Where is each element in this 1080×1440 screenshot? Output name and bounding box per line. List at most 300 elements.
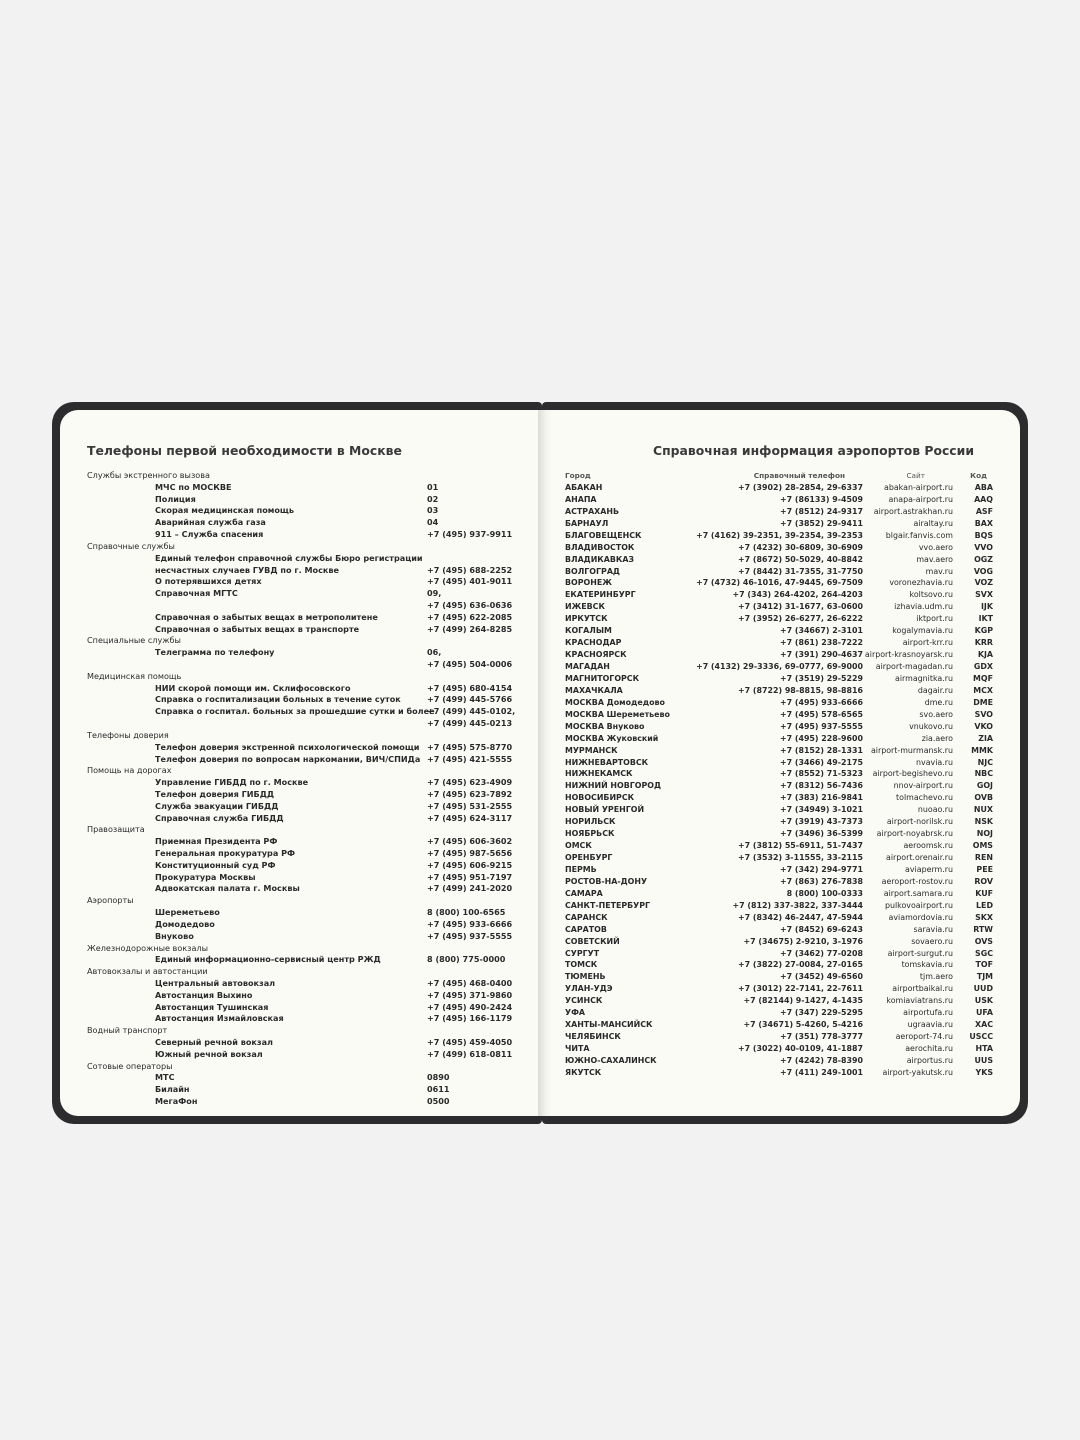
airport-code: ASF <box>975 506 993 516</box>
airport-city: РОСТОВ-НА-ДОНУ <box>565 876 648 886</box>
airport-row <box>565 721 995 733</box>
phone-entry-number: +7 (499) 445-0102, <box>427 706 516 717</box>
airport-phone: +7 (8512) 24-9317 <box>780 506 863 516</box>
phone-entry-number: 0611 <box>427 1084 450 1095</box>
airport-city: САНКТ-ПЕТЕРБУРГ <box>565 900 651 910</box>
phone-entry <box>87 706 527 718</box>
phone-entry-label: Справка о госпитал. больных за прошедшие сутки и более <box>155 706 435 717</box>
airport-site: izhavia.udm.ru <box>894 602 953 612</box>
airport-city: ОМСК <box>565 841 592 851</box>
airport-row <box>565 566 995 578</box>
airport-code: LED <box>976 900 993 910</box>
airport-phone: +7 (3022) 40-0109, 41-1887 <box>738 1044 863 1053</box>
phone-entry <box>87 742 527 754</box>
airport-city: АБАКАН <box>565 482 603 492</box>
phone-entry-number: +7 (495) 421-5555 <box>427 753 513 764</box>
phone-entry <box>87 588 527 600</box>
airport-site: airportus.ru <box>906 1055 953 1065</box>
phone-entry-number: +7 (495) 937-5555 <box>427 930 513 941</box>
phone-entry-number: 0890 <box>427 1072 450 1083</box>
airport-phone: +7 (4232) 30-6809, 30-6909 <box>738 542 863 552</box>
airport-city: КРАСНОЯРСК <box>565 650 627 660</box>
airport-row <box>565 506 995 518</box>
phone-entry <box>87 1096 527 1108</box>
airport-row <box>565 589 995 601</box>
phone-entry-number: +7 (495) 468-0400 <box>427 977 513 988</box>
airport-code: NOJ <box>976 829 993 839</box>
phone-entry <box>87 754 527 766</box>
airport-city: ИРКУТСК <box>565 614 608 624</box>
airport-row <box>565 613 995 625</box>
phone-entry-number: +7 (495) 623-4909 <box>427 777 513 788</box>
airport-site: dagair.ru <box>917 685 953 695</box>
airport-code: OMS <box>972 841 993 851</box>
airport-code: GOJ <box>976 781 993 791</box>
airport-city: НОВОСИБИРСК <box>565 793 635 803</box>
airport-code: ROV <box>974 876 993 886</box>
phone-entry-label: Внуково <box>155 930 194 941</box>
airport-site: airmagnitka.ru <box>895 673 953 683</box>
airport-phone: +7 (8312) 56-7436 <box>780 781 863 791</box>
page-gutter <box>538 410 552 1116</box>
airport-site: koltsovo.ru <box>909 590 953 600</box>
phone-entry <box>87 836 527 848</box>
airport-phone: +7 (3496) 36-5399 <box>780 829 863 839</box>
airport-code: VOZ <box>974 578 993 588</box>
phone-entry <box>87 990 527 1002</box>
airport-site: mav.ru <box>925 566 953 576</box>
airport-city: ТОМСК <box>565 960 598 970</box>
airport-phone: +7 (8442) 31-7355, 31-7750 <box>738 566 863 576</box>
airport-site: svo.aero <box>919 709 953 719</box>
airport-city: МАХАЧКАЛА <box>565 685 623 695</box>
airport-city: НИЖНИЙ НОВГОРОД <box>565 781 662 791</box>
airport-code: SGC <box>975 948 993 958</box>
phone-entry-label: Единый телефон справочной службы Бюро регистрации <box>155 552 423 563</box>
airport-city: САРАТОВ <box>565 924 607 934</box>
airport-row <box>565 828 995 840</box>
left-page <box>60 410 541 1116</box>
phone-entry <box>87 777 527 789</box>
airport-city: МОСКВА Внуково <box>565 721 645 731</box>
airport-site: nnov-airport.ru <box>893 781 953 791</box>
airport-phone: +7 (3852) 29-9411 <box>780 518 863 528</box>
airport-phone: +7 (3822) 27-0084, 27-0165 <box>738 960 863 970</box>
phone-entry-number: +7 (499) 445-5766 <box>427 694 513 705</box>
col-code: Код <box>970 471 987 480</box>
airport-site: airport.orenair.ru <box>885 853 953 862</box>
airport-site: abakan-airport.ru <box>884 482 953 492</box>
airport-row <box>565 780 995 792</box>
phone-entry <box>87 848 527 860</box>
airport-phone: +7 (863) 276-7838 <box>780 876 863 886</box>
airport-city: МОСКВА Домодедово <box>565 697 665 707</box>
phone-entry-number: +7 (499) 445-0213 <box>427 718 513 729</box>
phone-entry-label: несчастных случаев ГУВД по г. Москве <box>155 564 339 575</box>
phone-entry-number: +7 (495) 606-9215 <box>427 859 513 870</box>
section-title: Водный транспорт <box>87 1025 168 1036</box>
airport-phone: +7 (8722) 98-8815, 98-8816 <box>738 685 863 695</box>
airport-phone: +7 (3919) 43-7373 <box>780 817 863 827</box>
phone-entry <box>87 505 527 517</box>
airport-code: ABA <box>974 482 993 492</box>
airport-phone: +7 (4732) 46-1016, 47-9445, 69-7509 <box>696 578 863 588</box>
airport-site: iktport.ru <box>916 614 953 624</box>
airport-phone: +7 (3452) 49-6560 <box>780 972 863 982</box>
phone-entry <box>87 789 527 801</box>
phone-entry <box>87 659 527 671</box>
airport-code: GDX <box>973 662 993 671</box>
phone-entry-number: +7 (495) 490-2424 <box>427 1001 513 1012</box>
phone-entry-label: Адвокатская палата г. Москвы <box>155 883 300 894</box>
airport-code: RTW <box>973 924 993 934</box>
airports-table-header <box>565 470 995 482</box>
section-title: Медицинская помощь <box>87 670 182 681</box>
airport-code: KUF <box>975 888 993 898</box>
airport-site: vnukovo.ru <box>909 721 953 731</box>
airport-code: BQS <box>974 530 993 540</box>
airport-site: vvo.aero <box>918 542 953 552</box>
phone-entry-number: +7 (495) 504-0006 <box>427 659 513 669</box>
airport-row <box>565 948 995 960</box>
airport-code: PEE <box>976 864 993 874</box>
airport-code: XAC <box>975 1020 993 1030</box>
section-title: Помощь на дорогах <box>87 765 172 776</box>
phone-entry-number: +7 (495) 459-4050 <box>427 1037 513 1047</box>
airport-phone: +7 (495) 228-9600 <box>780 733 863 743</box>
phone-entry-number: +7 (499) 264-8285 <box>427 623 513 634</box>
airport-row <box>565 912 995 924</box>
airport-site: airportufa.ru <box>903 1008 953 1018</box>
airport-code: USCC <box>969 1032 993 1042</box>
phone-entry-label: МЧС по МОСКВЕ <box>155 481 232 492</box>
phone-entry <box>87 647 527 659</box>
airport-row <box>565 792 995 804</box>
airport-site: voronezhavia.ru <box>889 578 953 588</box>
airport-code: OVS <box>974 936 993 946</box>
airport-city: НИЖНЕКАМСК <box>565 769 633 779</box>
phone-entry <box>87 683 527 695</box>
airport-phone: +7 (8552) 71-5323 <box>780 769 863 779</box>
airport-phone: +7 (391) 290-4637 <box>780 650 863 660</box>
phone-entry-number: +7 (495) 606-3602 <box>427 836 513 847</box>
airport-code: DME <box>973 697 993 707</box>
phone-entry <box>87 907 527 919</box>
airport-row <box>565 673 995 685</box>
airport-row <box>565 661 995 673</box>
airport-phone: +7 (495) 937-5555 <box>780 721 863 731</box>
airport-code: UFA <box>976 1008 993 1018</box>
airport-city: ТЮМЕНЬ <box>565 972 606 982</box>
phone-entry <box>87 612 527 624</box>
airports-rows <box>565 482 995 1079</box>
phone-entry-label: Справочная о забытых вещах в метрополитене <box>155 611 378 622</box>
airport-row <box>565 625 995 637</box>
airport-phone: +7 (342) 294-9771 <box>780 864 863 874</box>
phone-entry-label: Билайн <box>155 1084 190 1095</box>
phone-entry-number: 06, <box>427 647 442 658</box>
phone-entry-number: +7 (495) 680-4154 <box>427 682 513 693</box>
airport-code: IJK <box>981 602 993 612</box>
phone-entry-number: 02 <box>427 493 439 504</box>
phone-entry-label: МегаФон <box>155 1096 198 1107</box>
airport-row <box>565 649 995 661</box>
airport-city: ПЕРМЬ <box>565 864 597 874</box>
phone-entry <box>87 1002 527 1014</box>
phone-entry-number: 0500 <box>427 1096 450 1107</box>
phone-entry-number: +7 (495) 623-7892 <box>427 788 513 799</box>
airport-row <box>565 900 995 912</box>
airport-row <box>565 816 995 828</box>
phone-entry-number: +7 (495) 636-0636 <box>427 599 513 610</box>
airport-city: УЛАН-УДЭ <box>565 984 613 994</box>
phone-entry-number: +7 (495) 933-6666 <box>427 918 513 929</box>
airport-row <box>565 936 995 948</box>
airport-site: airport.astrakhan.ru <box>873 506 953 516</box>
airport-row <box>565 1007 995 1019</box>
phone-entry <box>87 872 527 884</box>
airport-city: МОСКВА Шереметьево <box>565 709 670 719</box>
airport-city: СОВЕТСКИЙ <box>565 936 620 946</box>
airport-row <box>565 757 995 769</box>
airport-row <box>565 685 995 697</box>
airport-code: REN <box>974 853 993 862</box>
phone-entry-number: 8 (800) 775-0000 <box>427 954 506 965</box>
phone-entry-label: О потерявшихся детях <box>155 576 262 587</box>
phone-entry-label: Аварийная служба газа <box>155 517 266 528</box>
airport-code: AAQ <box>974 494 993 504</box>
section-title: Железнодорожные вокзалы <box>87 942 208 953</box>
airport-phone: +7 (812) 337-3822, 337-3444 <box>732 900 863 910</box>
airport-site: kogalymavia.ru <box>892 626 953 636</box>
phone-entry-label: МТС <box>155 1072 175 1083</box>
airport-code: OGZ <box>974 554 993 564</box>
airport-row <box>565 518 995 530</box>
airport-city: ЧИТА <box>565 1044 590 1053</box>
airport-site: airport-murmansk.ru <box>870 745 953 755</box>
airport-city: ХАНТЫ-МАНСИЙСК <box>565 1020 653 1030</box>
airport-code: KGP <box>974 626 993 636</box>
airport-code: SVX <box>975 590 993 600</box>
airport-code: TJM <box>976 972 993 982</box>
airport-phone: +7 (3462) 77-0208 <box>780 948 863 958</box>
airport-row <box>565 637 995 649</box>
phone-entry-label: Справочная МГТС <box>155 588 238 599</box>
phone-entry-label: Шереметьево <box>155 907 220 918</box>
phone-entry-number: +7 (495) 575-8770 <box>427 741 513 752</box>
airport-site: aeroport-rostov.ru <box>881 876 953 886</box>
phone-entry-label: Управление ГИБДД по г. Москве <box>155 777 309 788</box>
airport-site: sovaero.ru <box>911 936 953 946</box>
airport-row <box>565 959 995 971</box>
phone-entry-label: Северный речной вокзал <box>155 1037 273 1047</box>
phone-entry <box>87 978 527 990</box>
airport-city: МАГНИТОГОРСК <box>565 673 640 683</box>
airport-site: airport-yakutsk.ru <box>882 1067 953 1077</box>
phone-entry-label: Телефон доверия экстренной психологической помощи <box>155 741 420 752</box>
airport-site: nuoao.ru <box>917 805 953 815</box>
airport-phone: +7 (8672) 50-5029, 40-8842 <box>738 554 863 564</box>
phone-entry-label: Домодедово <box>155 918 215 929</box>
airport-code: USK <box>974 996 993 1006</box>
section-title: Аэропорты <box>87 895 134 906</box>
airport-row <box>565 577 995 589</box>
airport-site: airport.samara.ru <box>883 888 953 898</box>
phone-entry <box>87 576 527 588</box>
right-page-title: Справочная информация аэропортов России <box>653 443 975 458</box>
phone-entry-label: Генеральная прокуратура РФ <box>155 848 296 858</box>
section-title: Службы экстренного вызова <box>87 470 210 480</box>
phone-entry-number: +7 (499) 241-2020 <box>427 883 513 894</box>
airport-site: airport-norilsk.ru <box>886 817 953 827</box>
phone-entry <box>87 694 527 706</box>
airport-city: НОВЫЙ УРЕНГОЙ <box>565 805 645 815</box>
airport-row <box>565 768 995 780</box>
phone-entry-label: Служба эвакуации ГИБДД <box>155 800 279 811</box>
airport-phone: +7 (3412) 31-1677, 63-0600 <box>738 602 863 612</box>
phone-entry-number: 8 (800) 100-6565 <box>427 907 506 918</box>
airport-phone: +7 (86133) 9-4509 <box>780 494 863 504</box>
airport-city: НОЯБРЬСК <box>565 829 615 839</box>
airport-site: anapa-airport.ru <box>888 494 953 504</box>
airport-phone: +7 (343) 264-4202, 264-4203 <box>732 590 863 600</box>
airport-phone: +7 (3902) 28-2854, 29-6337 <box>738 482 863 492</box>
airport-phone: +7 (495) 578-6565 <box>780 709 863 719</box>
airport-site: airaltay.ru <box>913 518 953 528</box>
airport-row <box>565 1055 995 1067</box>
phone-entry-label: Телеграмма по телефону <box>155 647 275 658</box>
airport-city: МУРМАНСК <box>565 745 618 755</box>
phone-entry <box>87 494 527 506</box>
airport-site: airport-krr.ru <box>902 638 953 648</box>
airport-phone: +7 (34671) 5-4260, 5-4216 <box>743 1020 863 1030</box>
phone-entry-label: Скорая медицинская помощь <box>155 505 295 516</box>
airport-city: МОСКВА Жуковский <box>565 733 659 743</box>
phone-entry-number: +7 (495) 624-3117 <box>427 812 513 823</box>
airport-city: АСТРАХАНЬ <box>565 506 619 516</box>
phone-entry-label: Справочная о забытых вещах в транспорте <box>155 623 360 634</box>
col-city: Город <box>565 471 591 480</box>
airport-site: aviamordovia.ru <box>888 912 953 922</box>
airport-row <box>565 733 995 745</box>
airport-city: НОРИЛЬСК <box>565 817 616 827</box>
right-page <box>541 410 1020 1116</box>
airport-row <box>565 971 995 983</box>
airport-phone: +7 (3532) 3-11555, 33-2115 <box>738 853 863 862</box>
airport-code: VOG <box>973 566 993 576</box>
airport-code: HTA <box>975 1044 993 1053</box>
airport-code: VVO <box>974 542 993 552</box>
phone-entry <box>87 919 527 931</box>
airport-phone: +7 (34949) 3-1021 <box>780 805 863 815</box>
section-title: Телефоны доверия <box>87 729 169 740</box>
airport-phone: +7 (4132) 29-3336, 69-0777, 69-9000 <box>696 662 863 671</box>
airport-site: aviaperm.ru <box>905 864 953 874</box>
airport-city: ЯКУТСК <box>565 1067 602 1077</box>
airport-phone: +7 (495) 933-6666 <box>780 697 863 707</box>
section-title: Специальные службы <box>87 635 181 646</box>
phone-entry <box>87 1084 527 1096</box>
airport-city: ВЛАДИКАВКАЗ <box>565 554 635 564</box>
airport-phone: +7 (8452) 69-6243 <box>780 924 863 934</box>
airport-row <box>565 983 995 995</box>
phone-entry-number: +7 (495) 951-7197 <box>427 871 513 882</box>
airport-site: tolmachevo.ru <box>896 793 953 803</box>
phone-entry-label: Автостанция Измайловская <box>155 1013 284 1024</box>
airport-row <box>565 1019 995 1031</box>
airport-code: YKS <box>975 1067 993 1077</box>
section-title: Правозащита <box>87 824 145 835</box>
phone-entry <box>87 529 527 541</box>
airport-row <box>565 995 995 1007</box>
airport-row <box>565 554 995 566</box>
phone-entry <box>87 517 527 529</box>
airport-code: ZIA <box>978 733 993 743</box>
phone-entry-label: Автостанция Выхино <box>155 989 253 1000</box>
col-site: Сайт <box>906 471 925 480</box>
airport-row <box>565 709 995 721</box>
airport-code: MMK <box>971 745 993 755</box>
airport-code: IKT <box>978 614 993 624</box>
phone-entry-label: НИИ скорой помощи им. Склифосовского <box>155 682 351 693</box>
airport-row <box>565 888 995 900</box>
phone-entry-number: +7 (499) 618-0811 <box>427 1048 513 1059</box>
airport-site: saravia.ru <box>913 924 953 934</box>
phone-entry-label: Конституционный суд РФ <box>155 859 276 870</box>
airport-phone: +7 (347) 229-5295 <box>780 1008 863 1018</box>
airport-code: KRR <box>974 638 993 648</box>
phone-entry <box>87 1049 527 1061</box>
airport-row <box>565 697 995 709</box>
phone-entry <box>87 553 527 565</box>
airport-phone: +7 (861) 238-7222 <box>780 638 863 648</box>
airport-site: airportbaikal.ru <box>892 984 953 994</box>
airport-code: VKO <box>974 721 993 731</box>
airport-row <box>565 1031 995 1043</box>
airport-row <box>565 745 995 757</box>
airport-site: dme.ru <box>924 697 953 707</box>
airport-phone: +7 (383) 216-9841 <box>780 793 863 803</box>
phone-entry-label: Южный речной вокзал <box>155 1048 263 1059</box>
phone-entry <box>87 1013 527 1025</box>
airport-city: ВОЛГОГРАД <box>565 566 620 576</box>
phone-entry-label: Справка о госпитализации больных в течение суток <box>155 694 401 705</box>
airport-city: МАГАДАН <box>565 662 610 671</box>
airports-table <box>565 470 995 1079</box>
airport-phone: +7 (3812) 55-6911, 51-7437 <box>738 841 863 851</box>
airport-city: СУРГУТ <box>565 948 600 958</box>
airport-row <box>565 482 995 494</box>
airport-city: ИЖЕВСК <box>565 602 605 612</box>
phone-entry-label: Единый информационно-сервисный центр РЖД <box>155 954 381 965</box>
airport-code: SKX <box>975 912 993 922</box>
phone-entry-label: Центральный автовокзал <box>155 977 276 988</box>
airport-city: БАРНАУЛ <box>565 518 609 528</box>
phone-entry-number: +7 (495) 688-2252 <box>427 564 513 575</box>
phone-entry-label: Справочная служба ГИБДД <box>155 812 284 823</box>
airport-city: САРАНСК <box>565 912 608 922</box>
section-title: Автовокзалы и автостанции <box>87 966 208 977</box>
phone-entry <box>87 1037 527 1049</box>
airport-code: MCX <box>973 685 993 695</box>
airport-code: KJA <box>977 650 993 660</box>
phone-entry-label: Приемная Президента РФ <box>155 836 278 847</box>
airport-city: АНАПА <box>565 494 597 504</box>
airport-code: NBC <box>974 769 993 779</box>
airport-city: УФА <box>565 1008 586 1018</box>
phone-entry <box>87 718 527 730</box>
phone-entry-number: +7 (495) 401-9011 <box>427 576 513 587</box>
